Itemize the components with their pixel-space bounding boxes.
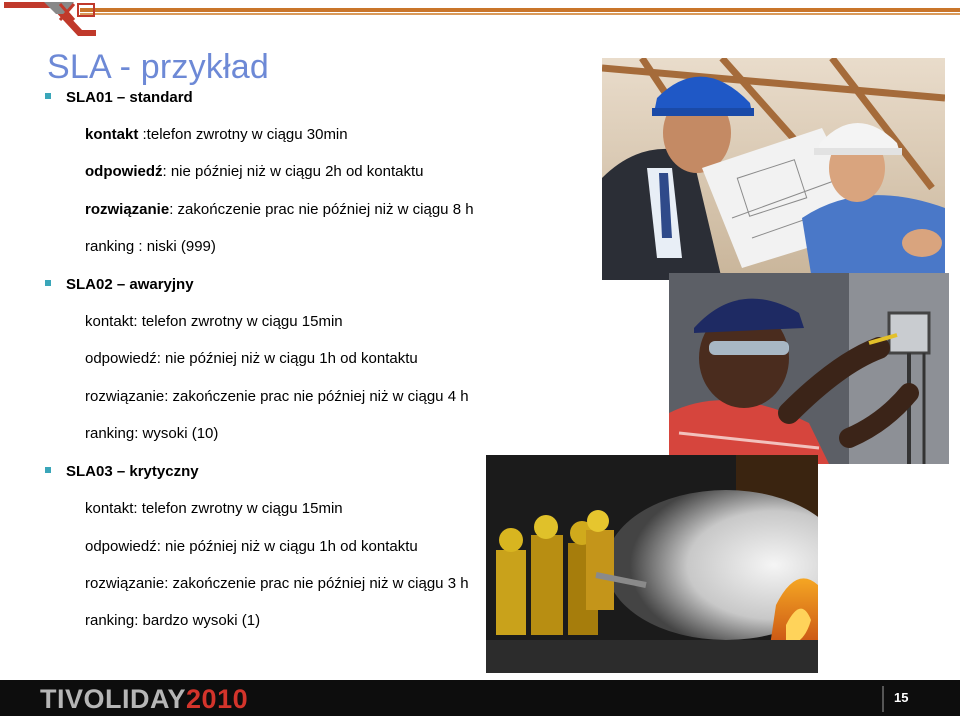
section-heading-sla02 [45,276,194,293]
section-heading-text: SLA02 – awaryjny [66,276,194,293]
firefighters-photo [486,455,818,673]
sla03-line-kontakt [85,500,343,517]
slide-title: SLA - przykład [47,48,270,86]
line-text: ranking: wysoki (10) [85,425,219,442]
line-text: : nie później niż w ciągu 2h od kontaktu [162,163,424,180]
corner-logo-icon [4,0,96,42]
sla02-line-odpowiedz [85,350,418,367]
line-text: ranking : niski (999) [85,238,216,255]
line-text: odpowiedź: nie później niż w ciągu 1h od kontaktu [85,350,418,367]
sla03-line-rozwiazanie [85,575,469,592]
line-text: :telefon zwrotny w ciągu 30min [138,126,348,143]
sla03-line-ranking [85,612,260,629]
section-heading-sla01 [45,89,193,106]
engineers-photo [602,58,945,280]
line-text: ranking: bardzo wysoki (1) [85,612,261,629]
line-text: : zakończenie prac nie później niż w ciągu 8 h [169,201,474,218]
bullet-icon [45,467,51,473]
sla02-line-kontakt [85,313,343,330]
line-label: kontakt [85,126,139,143]
footer-bar [0,680,960,716]
footer-logo [40,684,248,715]
top-accent-bar [80,8,960,12]
line-label: odpowiedź [85,163,163,180]
section-heading-text: SLA03 – krytyczny [66,463,199,480]
sla03-line-odpowiedz [85,538,418,555]
line-text: kontakt: telefon zwrotny w ciągu 15min [85,500,343,517]
line-text: kontakt: telefon zwrotny w ciągu 15min [85,313,343,330]
sla01-line-ranking [85,238,216,255]
sla02-line-rozwiazanie [85,388,469,405]
sla02-line-ranking [85,425,218,442]
page-number: 15 [894,690,909,705]
sla01-line-odpowiedz [85,163,424,180]
top-accent-line [80,13,960,15]
line-text: rozwiązanie: zakończenie prac nie później niż w ciągu 4 h [85,388,469,405]
footer-brand-text: TIVOLIDAY [40,684,187,714]
line-label: rozwiązanie [85,201,170,218]
section-heading-sla03 [45,463,199,480]
line-text: rozwiązanie: zakończenie prac nie później niż w ciągu 3 h [85,575,469,592]
sla01-line-rozwiazanie [85,201,474,218]
section-heading-text: SLA01 – standard [66,89,193,106]
sla01-line-kontakt [85,126,348,143]
footer-divider [882,686,884,712]
footer-brand-year: 2010 [186,684,249,714]
line-text: odpowiedź: nie później niż w ciągu 1h od kontaktu [85,538,418,555]
electrician-photo [669,273,949,464]
bullet-icon [45,93,51,99]
bullet-icon [45,280,51,286]
